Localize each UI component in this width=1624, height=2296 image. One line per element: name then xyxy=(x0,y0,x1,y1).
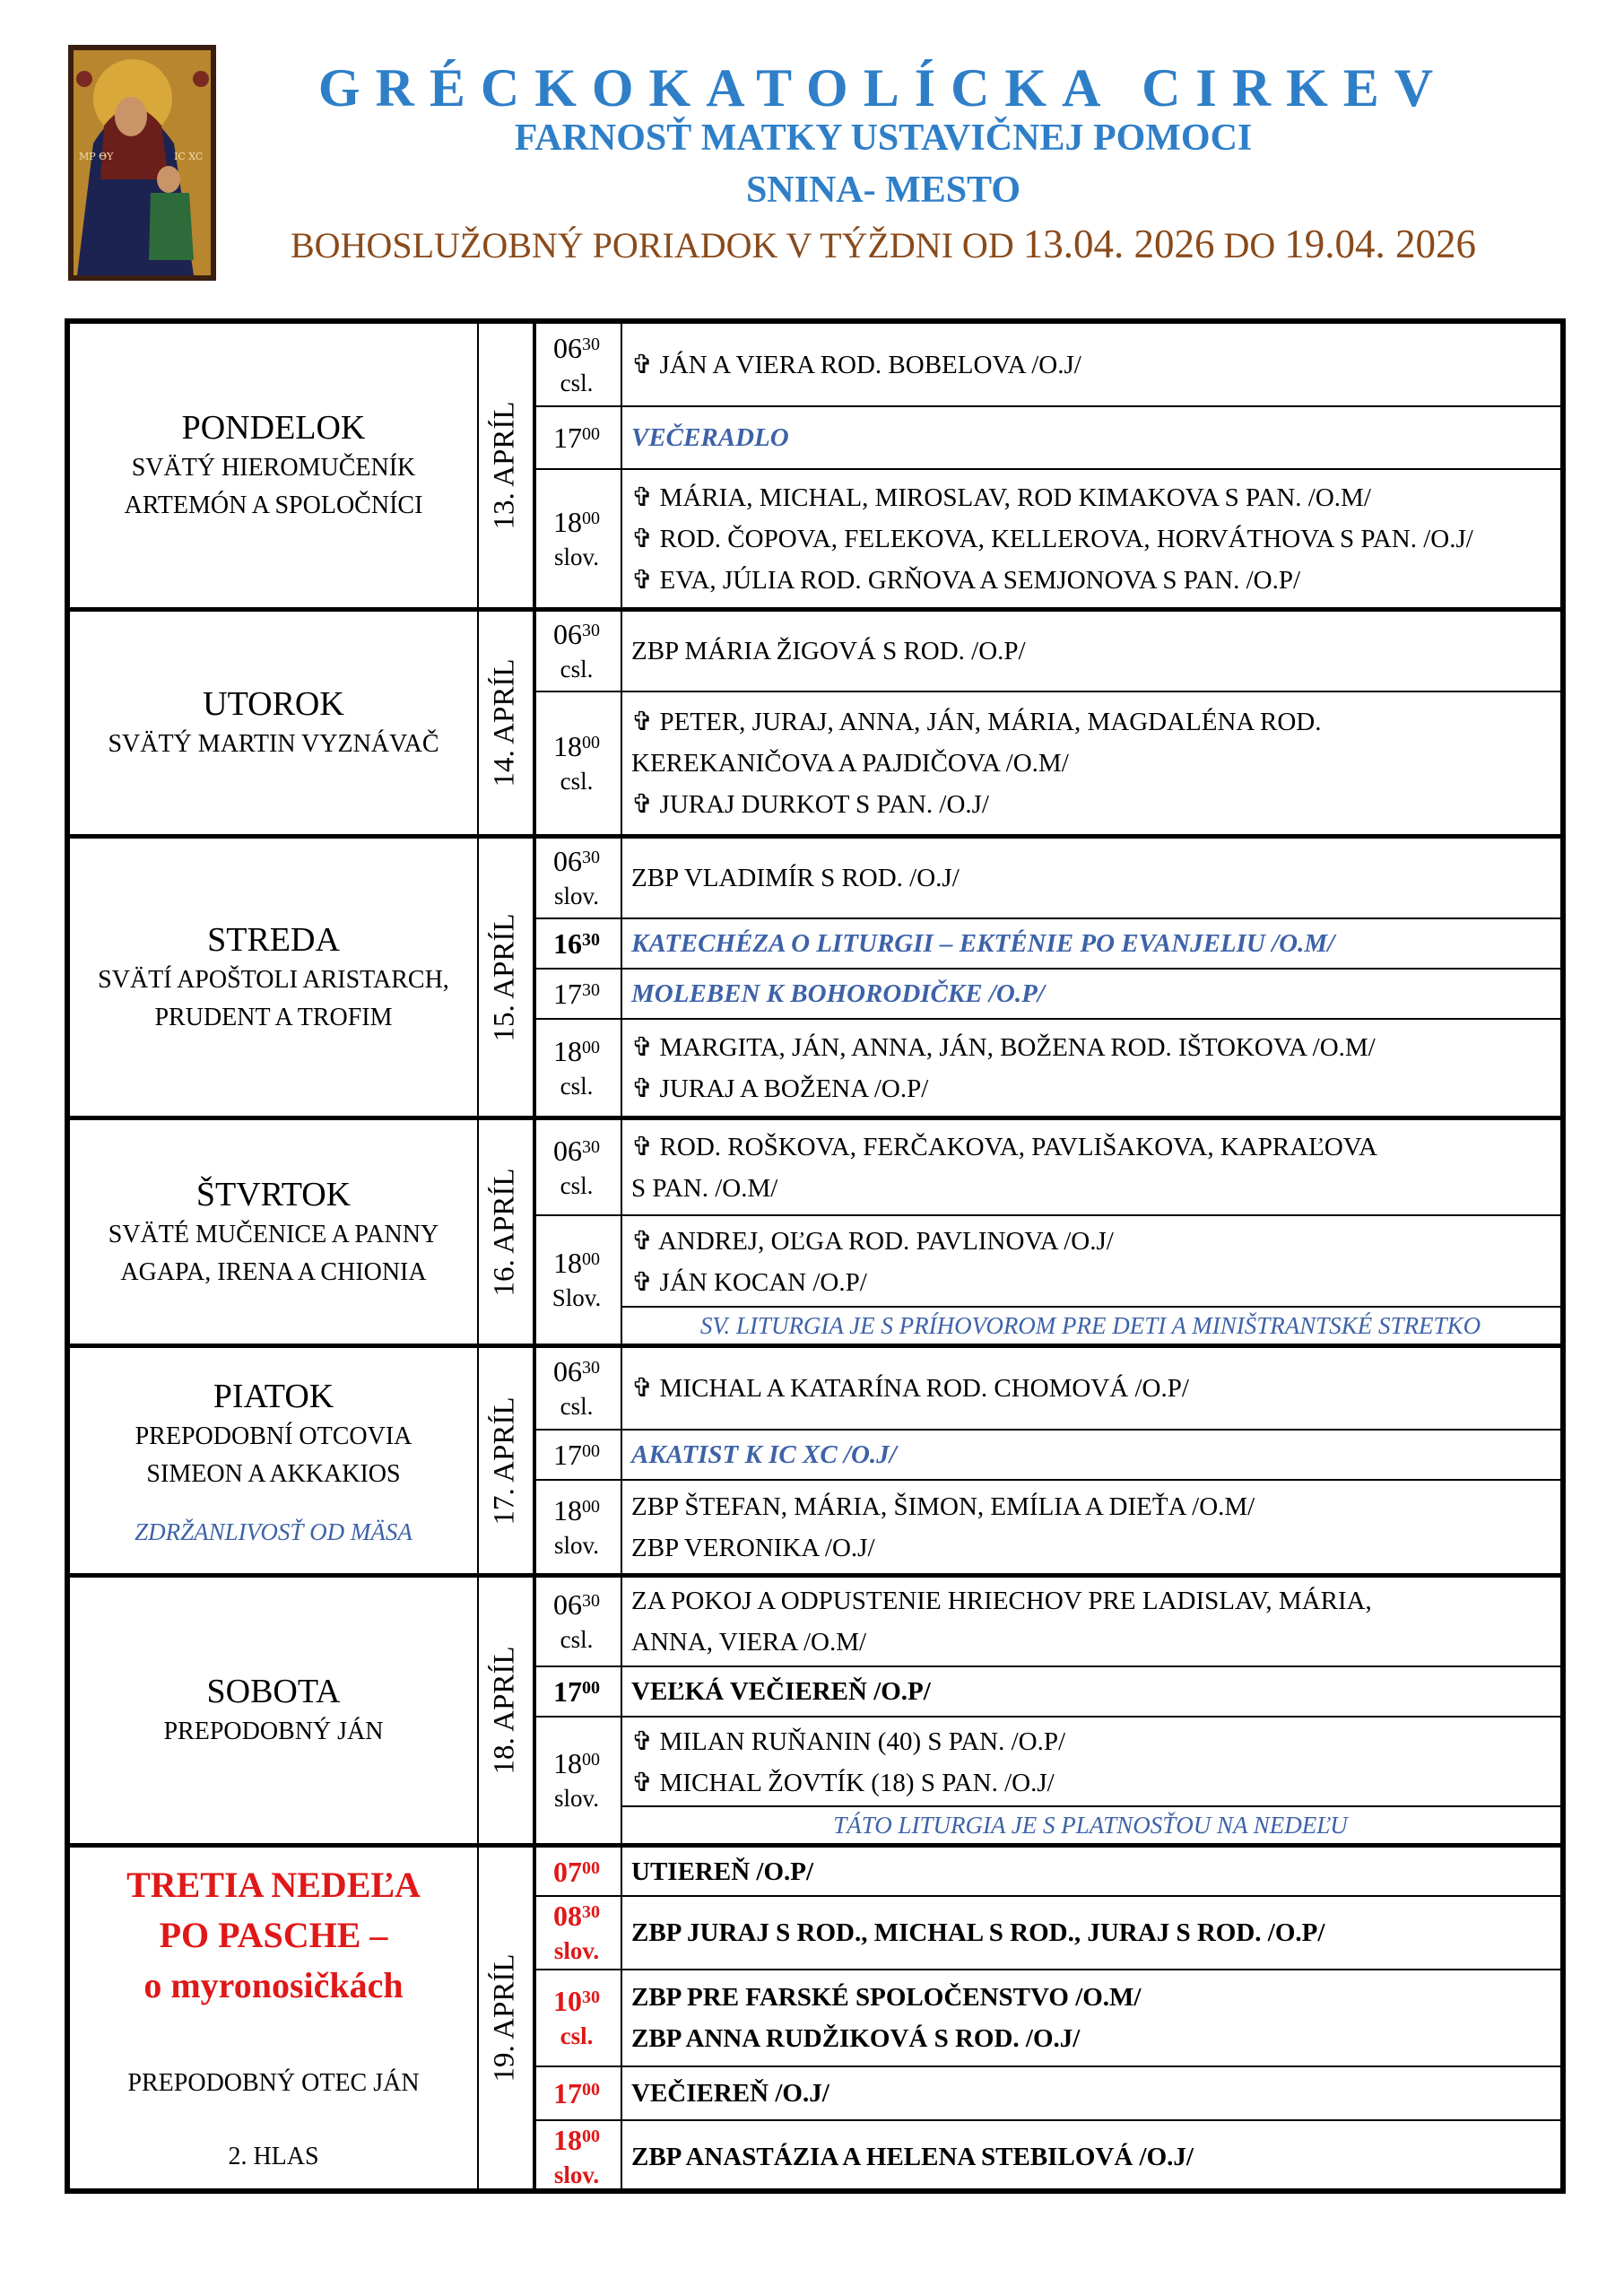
church-title: GRÉCKOKATOLÍCKA CIRKEV xyxy=(317,58,1449,117)
intention-line: ✞ MILAN RUŇANIN (40) S PAN. /O.P/ xyxy=(631,1727,1066,1756)
service-row xyxy=(533,1970,1560,2067)
rite-label: csl. xyxy=(560,656,594,683)
day-feast: SIMEON A AKKAKIOS xyxy=(146,1460,401,1488)
service-row xyxy=(533,970,1560,1020)
liturgical-tone: 2. HLAS xyxy=(228,2143,319,2170)
rite-label: csl. xyxy=(560,2022,594,2049)
intention-line: ZBP ŠTEFAN, MÁRIA, ŠIMON, EMÍLIA A DIEŤA /O.M/ xyxy=(631,1492,1255,1521)
intention-cell xyxy=(621,1897,1560,1969)
date-label: 15. APRÍL xyxy=(488,912,521,1042)
intention-cell xyxy=(621,470,1560,607)
intention-line: ZBP VLADIMÍR S ROD. /O.J/ xyxy=(631,864,960,892)
intention-line: MOLEBEN K BOHORODIČKE /O.P/ xyxy=(631,979,1045,1008)
intention-cell xyxy=(621,1020,1560,1116)
day-date xyxy=(477,612,536,834)
day-feast: PREPODOBNÝ JÁN xyxy=(163,1718,384,1745)
intention-line: ✞ PETER, JURAJ, ANNA, JÁN, MÁRIA, MAGDALÉNA ROD. xyxy=(631,708,1322,736)
rite-label: slov. xyxy=(553,883,599,909)
day-feast: PREPODOBNÝ OTEC JÁN xyxy=(127,2069,420,2097)
day-date xyxy=(477,324,536,607)
intention-line: ZBP ANASTÁZIA A HELENA STEBILOVÁ /O.J/ xyxy=(631,2143,1194,2171)
time-cell: $18^{00}$ slov. xyxy=(533,1718,622,1843)
service-row xyxy=(533,1481,1560,1573)
schedule-table xyxy=(65,318,1566,2194)
day-info xyxy=(70,324,479,607)
day-info xyxy=(70,1578,479,1843)
town-name: SNINA- MESTO xyxy=(745,170,1021,211)
service-row xyxy=(533,692,1560,834)
intention-line: ✞ MICHAL A KATARÍNA ROD. CHOMOVÁ /O.P/ xyxy=(631,1374,1189,1403)
day-info xyxy=(70,1120,479,1344)
time-cell: $18^{00}$ slov. xyxy=(533,1481,622,1573)
liturgy-note: SV. LITURGIA JE S PRÍHOVOROM PRE DETI A MINIŠTRANTSKÉ STRETKO xyxy=(621,1306,1560,1344)
intention-line: ✞ JURAJ DURKOT S PAN. /O.J/ xyxy=(631,790,989,819)
icon-monogram-left: ΜΡ ΘΥ xyxy=(79,151,114,162)
intention-cell xyxy=(621,2067,1560,2119)
day-info xyxy=(70,839,479,1116)
date-label: 16. APRÍL xyxy=(488,1167,521,1297)
service-row xyxy=(533,1120,1560,1216)
day-info xyxy=(70,612,479,834)
rite-label: csl. xyxy=(560,1171,594,1199)
day-block-thursday xyxy=(70,1116,1560,1344)
service-row xyxy=(533,1578,1560,1667)
service-row xyxy=(533,1020,1560,1116)
intention-line: ZBP ANNA RUDŽIKOVÁ S ROD. /O.J/ xyxy=(631,2024,1081,2053)
intention-line: S PAN. /O.M/ xyxy=(631,1173,778,1203)
day-block-friday xyxy=(70,1344,1560,1573)
service-row xyxy=(533,2121,1560,2193)
time-cell: $08^{30}$ slov. xyxy=(533,1897,622,1969)
time-cell: $06^{30}$ csl. xyxy=(533,1348,622,1429)
intention-cell xyxy=(621,324,1560,405)
day-info xyxy=(70,1348,479,1573)
intention-line: ✞ JURAJ A BOŽENA /O.P/ xyxy=(631,1074,929,1103)
day-date xyxy=(477,839,536,1116)
sunday-name: PO PASCHE – xyxy=(159,1915,388,1955)
liturgy-note: TÁTO LITURGIA JE S PLATNOSŤOU NA NEDEĽU xyxy=(621,1805,1560,1843)
intention-line: VEĽKÁ VEČIEREŇ /O.P/ xyxy=(631,1677,931,1706)
intention-cell xyxy=(621,1970,1560,2066)
sunday-name: TRETIA NEDEĽA xyxy=(126,1865,421,1905)
rite-label: slov. xyxy=(553,543,599,570)
intention-line: AKATIST K IC XC /O.J/ xyxy=(631,1440,897,1469)
rite-label: csl. xyxy=(560,768,594,795)
intention-cell xyxy=(621,970,1560,1018)
time-cell: $18^{00}$ csl. xyxy=(533,692,622,834)
intention-line: ZBP MÁRIA ŽIGOVÁ S ROD. /O.P/ xyxy=(631,637,1026,665)
intention-line: ANNA, VIERA /O.M/ xyxy=(631,1628,867,1657)
intention-line: ✞ ROD. ČOPOVA, FELEKOVA, KELLEROVA, HORVÁTHOVA S PAN. /O.J/ xyxy=(631,524,1473,553)
church-icon-image xyxy=(68,45,216,281)
time-cell: $06^{30}$ csl. xyxy=(533,1120,622,1214)
intention-cell xyxy=(621,919,1560,968)
parish-name: FARNOSŤ MATKY USTAVIČNEJ POMOCI xyxy=(514,117,1253,159)
rite-label: csl. xyxy=(560,1393,594,1420)
time-cell: $06^{30}$ csl. xyxy=(533,612,622,691)
time-cell: $06^{30}$ slov. xyxy=(533,839,622,918)
date-label: 18. APRÍL xyxy=(488,1646,521,1775)
intention-line: VEČERADLO xyxy=(631,423,789,452)
day-feast: SVÄTÝ HIEROMUČENÍK xyxy=(131,454,416,482)
date-label: 14. APRÍL xyxy=(488,658,521,787)
date-label: 17. APRÍL xyxy=(488,1396,521,1526)
time-cell: $18^{00}$ slov. xyxy=(533,470,622,607)
day-date xyxy=(477,1578,536,1843)
intention-cell xyxy=(621,1481,1560,1573)
time-cell: $06^{30}$ csl. xyxy=(533,1578,622,1665)
intention-line: ✞ EVA, JÚLIA ROD. GRŇOVA A SEMJONOVA S PAN. /O.P/ xyxy=(631,565,1300,595)
day-feast: SVÄTÍ APOŠTOLI ARISTARCH, xyxy=(98,965,449,994)
intention-cell xyxy=(621,1120,1560,1214)
intention-line: ✞ MÁRIA, MICHAL, MIROSLAV, ROD KIMAKOVA S PAN. /O.M/ xyxy=(631,483,1371,512)
intention-cell xyxy=(621,1667,1560,1716)
service-row xyxy=(533,1667,1560,1718)
service-row xyxy=(533,1897,1560,1970)
intention-line: UTIEREŇ /O.P/ xyxy=(631,1857,814,1886)
icon-monogram-right: IC XC xyxy=(174,151,204,162)
date-to: 19.04. 2026 xyxy=(1284,222,1476,266)
day-feast: SVÄTÉ MUČENICE A PANNY xyxy=(108,1220,439,1248)
day-feast: ARTEMÓN A SPOLOČNÍCI xyxy=(124,491,423,519)
date-between: DO xyxy=(1223,225,1276,265)
day-name: ŠTVRTOK xyxy=(195,1175,352,1213)
service-row xyxy=(533,1348,1560,1431)
service-row xyxy=(533,919,1560,970)
fasting-note: ZDRŽANLIVOSŤ OD MÄSA xyxy=(135,1518,413,1545)
rite-label: csl. xyxy=(560,369,594,396)
service-row xyxy=(533,470,1560,607)
rite-label: csl. xyxy=(560,1626,594,1653)
day-info xyxy=(70,1848,479,2188)
intention-line: ZBP JURAJ S ROD., MICHAL S ROD., JURAJ S ROD. /O.P/ xyxy=(631,1918,1325,1947)
date-label: 19. APRÍL xyxy=(488,1953,521,2083)
intention-line: ZA POKOJ A ODPUSTENIE HRIECHOV PRE LADISLAV, MÁRIA, xyxy=(631,1587,1372,1615)
day-date xyxy=(477,1848,536,2188)
sunday-name: o myronosičkách xyxy=(143,1965,404,2005)
day-name: PIATOK xyxy=(213,1378,334,1415)
intention-cell xyxy=(621,692,1560,834)
rite-label: slov. xyxy=(553,1785,599,1812)
intention-line: KEREKANIČOVA A PAJDIČOVA /O.M/ xyxy=(631,749,1069,778)
day-feast: SVÄTÝ MARTIN VYZNÁVAČ xyxy=(108,730,439,758)
intention-line: ZBP VERONIKA /O.J/ xyxy=(631,1533,875,1562)
service-row xyxy=(533,1718,1560,1843)
intention-line: ✞ MARGITA, JÁN, ANNA, JÁN, BOŽENA ROD. IŠTOKOVA /O.M/ xyxy=(631,1032,1376,1062)
intention-cell xyxy=(621,1216,1560,1308)
time-cell: $06^{30}$ csl. xyxy=(533,324,622,405)
intention-cell xyxy=(621,612,1560,691)
time-cell: $17^{00}$ xyxy=(533,1667,622,1716)
intention-line: KATECHÉZA O LITURGII – EKTÉNIE PO EVANJELIU /O.M/ xyxy=(631,929,1335,958)
time-cell: $17^{30}$ xyxy=(533,970,622,1018)
day-feast: PREPODOBNÍ OTCOVIA xyxy=(135,1422,413,1450)
service-row xyxy=(533,1848,1560,1897)
day-name: SOBOTA xyxy=(206,1673,341,1710)
day-block-sunday xyxy=(70,1843,1560,2188)
intention-line: ✞ JÁN A VIERA ROD. BOBELOVA /O.J/ xyxy=(631,350,1081,379)
day-date xyxy=(477,1348,536,1573)
service-row xyxy=(533,324,1560,407)
intention-cell xyxy=(621,1848,1560,1895)
rite-label: slov. xyxy=(553,2161,600,2188)
day-feast: PRUDENT A TROFIM xyxy=(154,1003,393,1031)
time-cell: $18^{00}$ csl. xyxy=(533,1020,622,1116)
intention-cell xyxy=(621,1431,1560,1479)
intention-cell xyxy=(621,839,1560,918)
service-row xyxy=(533,1216,1560,1344)
time-cell: $18^{00}$ Slov. xyxy=(533,1216,622,1344)
intention-line: ✞ JÁN KOCAN /O.P/ xyxy=(631,1268,867,1297)
rite-label: csl. xyxy=(560,1072,594,1100)
day-name: STREDA xyxy=(207,920,340,959)
day-feast: AGAPA, IRENA A CHIONIA xyxy=(120,1257,427,1286)
intention-line: ✞ MICHAL ŽOVTÍK (18) S PAN. /O.J/ xyxy=(631,1769,1055,1797)
time-cell: $16^{30}$ xyxy=(533,919,622,968)
intention-line: ZBP PRE FARSKÉ SPOLOČENSTVO /O.M/ xyxy=(631,1983,1142,2012)
intention-line: ✞ ANDREJ, OĽGA ROD. PAVLINOVA /O.J/ xyxy=(631,1227,1114,1256)
time-cell: $17^{00}$ xyxy=(533,2067,622,2119)
service-row xyxy=(533,839,1560,919)
intention-cell xyxy=(621,407,1560,468)
service-row xyxy=(533,407,1560,470)
time-cell: $18^{00}$ slov. xyxy=(533,2121,622,2193)
schedule-subtitle xyxy=(224,221,1542,267)
time-cell: $17^{00}$ xyxy=(533,407,622,468)
day-block-monday xyxy=(70,324,1560,607)
time-cell: $10^{30}$ csl. xyxy=(533,1970,622,2066)
date-from: 13.04. 2026 xyxy=(1022,222,1215,266)
day-block-tuesday xyxy=(70,607,1560,834)
service-row xyxy=(533,2067,1560,2121)
intention-line: VEČIEREŇ /O.J/ xyxy=(631,2079,829,2108)
rite-label: slov. xyxy=(553,1531,599,1559)
day-name: UTOROK xyxy=(203,685,344,723)
service-row xyxy=(533,1431,1560,1481)
intention-cell xyxy=(621,1348,1560,1429)
day-name: PONDELOK xyxy=(181,409,366,447)
intention-line: ✞ ROD. ROŠKOVA, FERČAKOVA, PAVLIŠAKOVA, KAPRAĽOVA xyxy=(631,1132,1377,1161)
service-row xyxy=(533,612,1560,692)
rite-label: Slov. xyxy=(551,1284,602,1311)
intention-cell xyxy=(621,2121,1560,2193)
intention-cell xyxy=(621,1578,1560,1665)
time-cell: $07^{00}$ xyxy=(533,1848,622,1895)
rite-label: slov. xyxy=(553,1937,600,1964)
day-block-saturday xyxy=(70,1573,1560,1843)
day-date xyxy=(477,1120,536,1344)
day-block-wednesday xyxy=(70,834,1560,1116)
schedule-prefix: BOHOSLUŽOBNÝ PORIADOK V TÝŽDNI OD xyxy=(291,225,1014,265)
intention-cell xyxy=(621,1718,1560,1807)
date-label: 13. APRÍL xyxy=(488,401,521,530)
time-cell: $17^{00}$ xyxy=(533,1431,622,1479)
